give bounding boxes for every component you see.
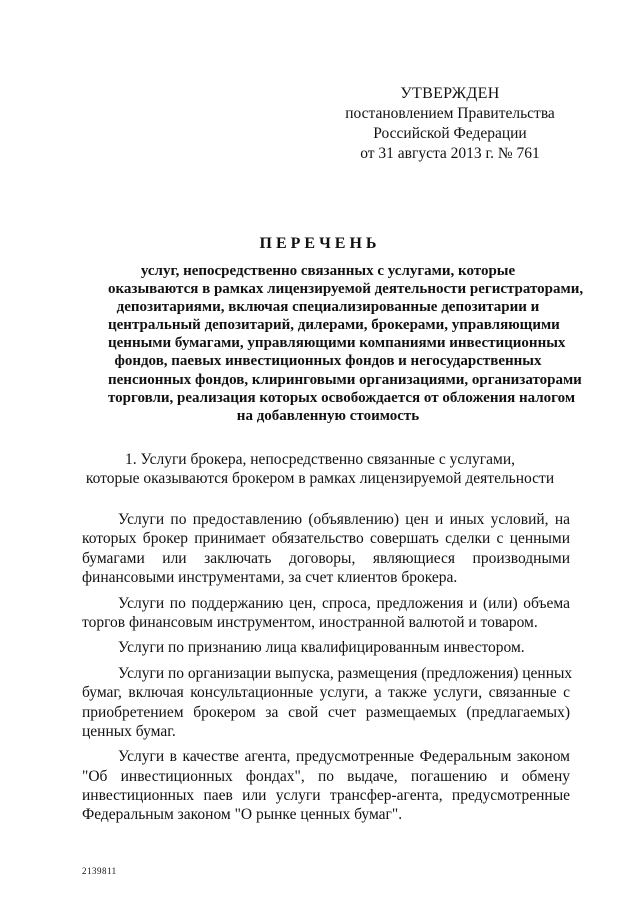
subtitle-line: ценными бумагами, управляющими компаниями инвестиционных: [108, 335, 566, 352]
subtitle-line: центральный депозитарий, дилерами, брокерами, управляющими: [108, 317, 560, 334]
section-heading: [70, 450, 570, 488]
subtitle-line: депозитариями, включая специализированные депозитарии и: [116, 299, 540, 316]
paragraph-line: Услуги по поддержанию цен, спроса, предложения и (или) объема: [118, 594, 570, 612]
paragraph-line: приобретением брокером за свой счет размещаемых (предлагаемых): [82, 703, 570, 721]
approval-line-1: постановлением Правительства: [345, 105, 555, 122]
paragraph: [82, 747, 570, 825]
paragraph-line: ценных бумаг.: [82, 722, 176, 740]
paragraph-line: финансовыми инструментами, за счет клиентов брокера.: [82, 569, 458, 587]
paragraph: [82, 638, 570, 657]
paragraph-line: Услуги по признанию лица квалифицированным инвестором.: [118, 639, 525, 657]
paragraph: [82, 594, 570, 633]
approval-line-3: от 31 августа 2013 г. № 761: [360, 145, 540, 162]
subtitle-line: фондов, паевых инвестиционных фондов и негосударственных: [114, 353, 542, 370]
paragraph-line: Федеральным законом "О рынке ценных бумаг".: [82, 806, 403, 824]
paragraph-line: Услуги в качестве агента, предусмотренные Федеральным законом: [118, 748, 570, 766]
paragraph-line: "Об инвестиционных фондах", по выдаче, погашению и обмену: [82, 767, 570, 785]
subtitle-line: услуг, непосредственно связанных с услугами, которые: [140, 263, 516, 279]
paragraph-line: бумаг, включая консультационные услуги, а также услуги, связанные с: [82, 684, 570, 702]
paragraph-line: инвестиционных паев или услуги трансфер-агента, предусмотренные: [82, 787, 570, 805]
paragraph-line: Услуги по организации выпуска, размещения (предложения) ценных: [118, 664, 573, 682]
section-heading-line-1: 1. Услуги брокера, непосредственно связанные с услугами,: [124, 451, 516, 468]
subtitle-line: оказываются в рамках лицензируемой деятельности регистраторами,: [108, 281, 584, 298]
approval-line-2: Российской Федерации: [373, 125, 527, 142]
paragraph: [82, 664, 573, 742]
subtitle-line: пенсионных фондов, клиринговыми организациями, организаторами: [108, 371, 582, 388]
section-heading-line-2: которые оказываются брокером в рамках лицензируемой деятельности: [85, 470, 555, 487]
body-text: [82, 510, 573, 831]
subtitle-line: на добавленную стоимость: [236, 407, 420, 424]
document-subtitle: [108, 262, 584, 425]
approval-block: [330, 84, 570, 164]
approval-stamp: УТВЕРЖДЕН: [400, 85, 500, 102]
paragraph-line: Услуги по предоставлению (объявлению) цен и иных условий, на: [118, 511, 570, 528]
document-title: ПЕРЕЧЕНЬ: [259, 235, 381, 252]
paragraph-line: которых брокер принимает обязательство совершать сделки с ценными: [82, 530, 570, 548]
paragraph: [82, 510, 570, 588]
document-number: 2139811: [82, 866, 117, 876]
paragraph-line: торгов финансовым инструментом, иностранной валютой и товаром.: [82, 613, 538, 631]
subtitle-line: торговли, реализация которых освобождается от обложения налогом: [108, 389, 576, 406]
paragraph-line: бумагами или заключать договоры, являющиеся производными: [82, 549, 570, 567]
